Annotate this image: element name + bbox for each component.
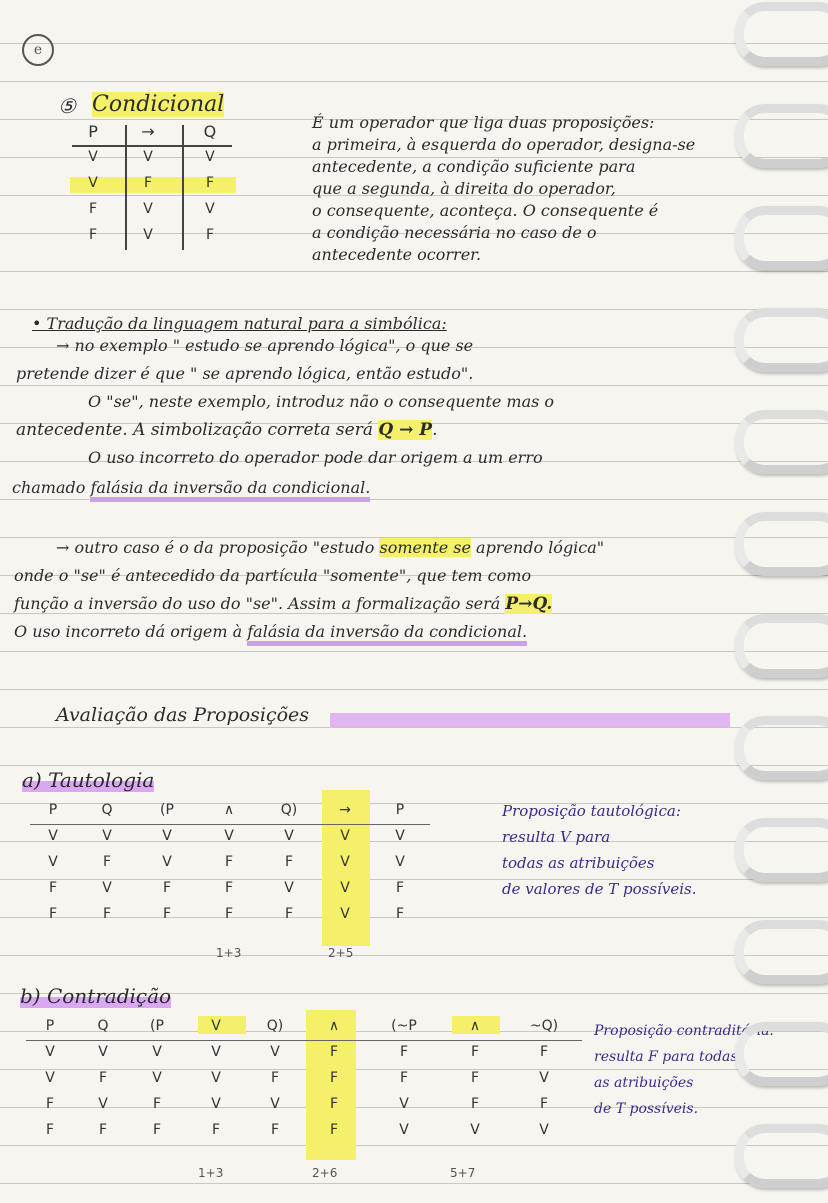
text-line: É um operador que liga duas proposições:: [312, 113, 655, 132]
cell: V: [340, 854, 350, 870]
cell: F: [224, 880, 234, 896]
cell: V: [224, 828, 234, 844]
binding-ring: [735, 410, 828, 474]
cell: V: [102, 828, 112, 844]
cell: V: [211, 1096, 221, 1112]
table-row: [70, 144, 240, 170]
tautology-label: [22, 768, 154, 792]
caption: 2+6: [312, 1166, 338, 1180]
header-cell: Q: [101, 802, 113, 818]
tautology-note: [502, 798, 696, 902]
text-line: que a segunda, à direita do operador,: [312, 179, 616, 198]
term-highlight: falásia da inversão da condicional.: [247, 622, 527, 646]
cell: V: [88, 149, 98, 165]
text-span: O uso incorreto dá origem à: [14, 622, 248, 641]
cell: F: [88, 201, 98, 217]
spiral-binding: [738, 0, 828, 1203]
text-line: O uso incorreto do operador pode dar origem a um erro: [88, 448, 543, 467]
cell: F: [329, 1070, 339, 1086]
cell: V: [270, 1096, 280, 1112]
cell: F: [470, 1044, 480, 1060]
table-rule: [72, 145, 232, 147]
binding-ring: [735, 1124, 828, 1188]
text-line: antecedente ocorrer.: [312, 245, 482, 264]
text-span: → outro caso é o da proposição "estudo: [56, 538, 380, 557]
header-cell: ∧: [469, 1018, 481, 1034]
cell: F: [470, 1070, 480, 1086]
header-cell: P: [48, 802, 58, 818]
text-line: resulta V para: [502, 828, 611, 846]
cell: F: [102, 906, 112, 922]
section-title: [92, 92, 224, 117]
table-header: [24, 1013, 580, 1039]
cell: V: [48, 854, 58, 870]
cell: F: [152, 1096, 162, 1112]
cell: F: [48, 880, 58, 896]
cell: F: [539, 1044, 549, 1060]
caption: 1+3: [198, 1166, 224, 1180]
cell: V: [205, 201, 215, 217]
table-rule: [30, 824, 430, 825]
section-number: ⑤: [58, 94, 76, 118]
text-span: antecedente. A simbolização correta será: [16, 420, 379, 440]
cell: V: [470, 1122, 480, 1138]
cell: V: [152, 1044, 162, 1060]
heading-highlight: [330, 713, 730, 727]
evaluation-title: Avaliação das Proposições: [56, 704, 310, 726]
cell: V: [284, 828, 294, 844]
label-text: b) Contradição: [20, 984, 172, 1008]
cell: F: [162, 880, 172, 896]
table-row: [70, 222, 240, 248]
table-row: [24, 1091, 580, 1117]
cell: V: [152, 1070, 162, 1086]
table-row: [24, 1065, 580, 1091]
cell: F: [102, 854, 112, 870]
cell: V: [395, 828, 405, 844]
binding-ring: [735, 2, 828, 66]
table-header: [70, 118, 240, 144]
text-line: [14, 622, 527, 641]
cell: V: [143, 149, 153, 165]
cell: F: [395, 880, 405, 896]
cell: F: [143, 175, 153, 191]
term-highlight: somente se: [379, 538, 471, 557]
table-row: [24, 1117, 580, 1143]
cell: F: [45, 1122, 55, 1138]
text-line: → no exemplo " estudo se aprendo lógica", o que se: [56, 336, 474, 355]
table-row: [28, 823, 428, 849]
binding-ring: [735, 206, 828, 270]
conditional-table: [70, 118, 240, 248]
cell: F: [224, 854, 234, 870]
cell: V: [340, 906, 350, 922]
header-cell: →: [339, 802, 351, 818]
binding-ring: [735, 104, 828, 168]
header-cell: ~Q): [529, 1018, 559, 1034]
text-line: [56, 538, 604, 557]
table-rule: [125, 125, 127, 250]
text-line: as atribuições: [594, 1075, 694, 1091]
cell: F: [205, 227, 214, 243]
binding-ring: [735, 1022, 828, 1086]
header-cell: →: [141, 121, 155, 141]
cell: F: [329, 1122, 339, 1138]
cell: F: [98, 1122, 108, 1138]
contradiction-table: [24, 1013, 580, 1143]
text-line: de valores de T possíveis.: [502, 880, 697, 898]
cell: V: [340, 828, 350, 844]
text-line: [12, 478, 370, 497]
table-row: [70, 196, 240, 222]
cell: F: [399, 1044, 409, 1060]
cell: V: [340, 880, 350, 896]
cell: V: [284, 880, 294, 896]
cell: V: [98, 1044, 108, 1060]
header-cell: ∧: [328, 1018, 340, 1034]
formula: P→Q.: [505, 594, 553, 614]
cell: V: [399, 1122, 409, 1138]
table-rule: [26, 1040, 582, 1041]
cell: V: [45, 1070, 55, 1086]
text-span: .: [432, 420, 438, 440]
cell: F: [98, 1070, 108, 1086]
section-title-text: Condicional: [92, 92, 225, 117]
table-row: [28, 901, 428, 927]
binding-ring: [735, 308, 828, 372]
caption: 1+3: [216, 946, 242, 960]
text-span: chamado: [12, 478, 91, 497]
term-highlight: falásia da inversão da condicional.: [90, 478, 370, 502]
cell: F: [395, 906, 405, 922]
text-line: antecedente, a condição suficiente para: [312, 157, 636, 176]
cell: F: [224, 906, 234, 922]
cell: F: [284, 854, 294, 870]
cell: V: [162, 828, 172, 844]
cell: F: [470, 1096, 480, 1112]
binding-ring: [735, 920, 828, 984]
table-rule: [182, 125, 184, 250]
contradiction-label: [20, 984, 171, 1008]
caption: 5+7: [450, 1166, 476, 1180]
cell: V: [143, 227, 153, 243]
binding-ring: [735, 512, 828, 576]
table-row: [28, 875, 428, 901]
cell: F: [270, 1070, 280, 1086]
text-line: [16, 420, 437, 440]
text-line: de T possíveis.: [594, 1101, 699, 1117]
cell: V: [539, 1122, 549, 1138]
cell: V: [205, 149, 215, 165]
cell: V: [211, 1070, 221, 1086]
header-cell: P: [45, 1018, 55, 1034]
label-text: a) Tautologia: [22, 768, 155, 792]
cell: F: [162, 906, 172, 922]
cell: V: [211, 1044, 221, 1060]
emblem-icon: e: [22, 34, 54, 66]
text-line: onde o "se" é antecedido da partícula "somente", que tem como: [14, 566, 532, 585]
header-cell: (P: [160, 802, 174, 818]
header-cell: P: [395, 802, 405, 818]
text-line: resulta F para todas: [594, 1049, 738, 1065]
cell: F: [211, 1122, 221, 1138]
text-line: a primeira, à esquerda do operador, designa-se: [312, 135, 696, 154]
cell: F: [48, 906, 58, 922]
text-line: pretende dizer é que " se aprendo lógica, então estudo".: [16, 364, 474, 383]
header-cell: Q): [266, 1018, 284, 1034]
table-header: [28, 797, 428, 823]
binding-ring: [735, 818, 828, 882]
table-row: [70, 170, 240, 196]
header-cell: ∧: [223, 802, 235, 818]
cell: F: [270, 1122, 280, 1138]
cell: V: [45, 1044, 55, 1060]
binding-ring: [735, 614, 828, 678]
cell: V: [48, 828, 58, 844]
tautology-table: [28, 797, 428, 927]
text-line: [14, 594, 552, 614]
header-cell: (P: [150, 1018, 164, 1034]
translation-heading: • Tradução da linguagem natural para a simbólica:: [32, 314, 447, 333]
cell: V: [399, 1096, 409, 1112]
text-line: todas as atribuições: [502, 854, 655, 872]
text-line: O "se", neste exemplo, introduz não o consequente mas o: [88, 392, 555, 411]
cell: V: [143, 201, 153, 217]
cell: V: [270, 1044, 280, 1060]
header-cell: Q: [97, 1018, 109, 1034]
cell: F: [329, 1096, 339, 1112]
cell: V: [102, 880, 112, 896]
cell: V: [162, 854, 172, 870]
header-cell: Q: [203, 121, 217, 141]
header-cell: Q): [280, 802, 298, 818]
cell: F: [329, 1044, 339, 1060]
cell: F: [205, 175, 214, 191]
cell: V: [395, 854, 405, 870]
text-span: função a inversão do uso do "se". Assim a formalização será: [14, 594, 506, 613]
header-cell: (~P: [391, 1018, 417, 1034]
caption: 2+5: [328, 946, 354, 960]
text-line: a condição necessária no caso de o: [312, 223, 597, 242]
header-cell: V: [211, 1018, 221, 1034]
binding-ring: [735, 716, 828, 780]
cell: F: [399, 1070, 409, 1086]
cell: F: [284, 906, 294, 922]
cell: V: [539, 1070, 549, 1086]
text-line: Proposição tautológica:: [502, 802, 681, 820]
table-row: [24, 1039, 580, 1065]
definition-text: [312, 112, 695, 266]
text-line: o consequente, aconteça. O consequente é: [312, 201, 659, 220]
formula: Q → P: [378, 420, 433, 440]
cell: V: [98, 1096, 108, 1112]
text-line: Proposição contraditória:: [594, 1023, 775, 1039]
cell: F: [88, 227, 98, 243]
table-row: [28, 849, 428, 875]
cell: F: [539, 1096, 549, 1112]
cell: F: [152, 1122, 162, 1138]
header-cell: P: [88, 121, 98, 141]
text-span: aprendo lógica": [470, 538, 605, 557]
cell: F: [45, 1096, 55, 1112]
cell: V: [88, 175, 98, 191]
